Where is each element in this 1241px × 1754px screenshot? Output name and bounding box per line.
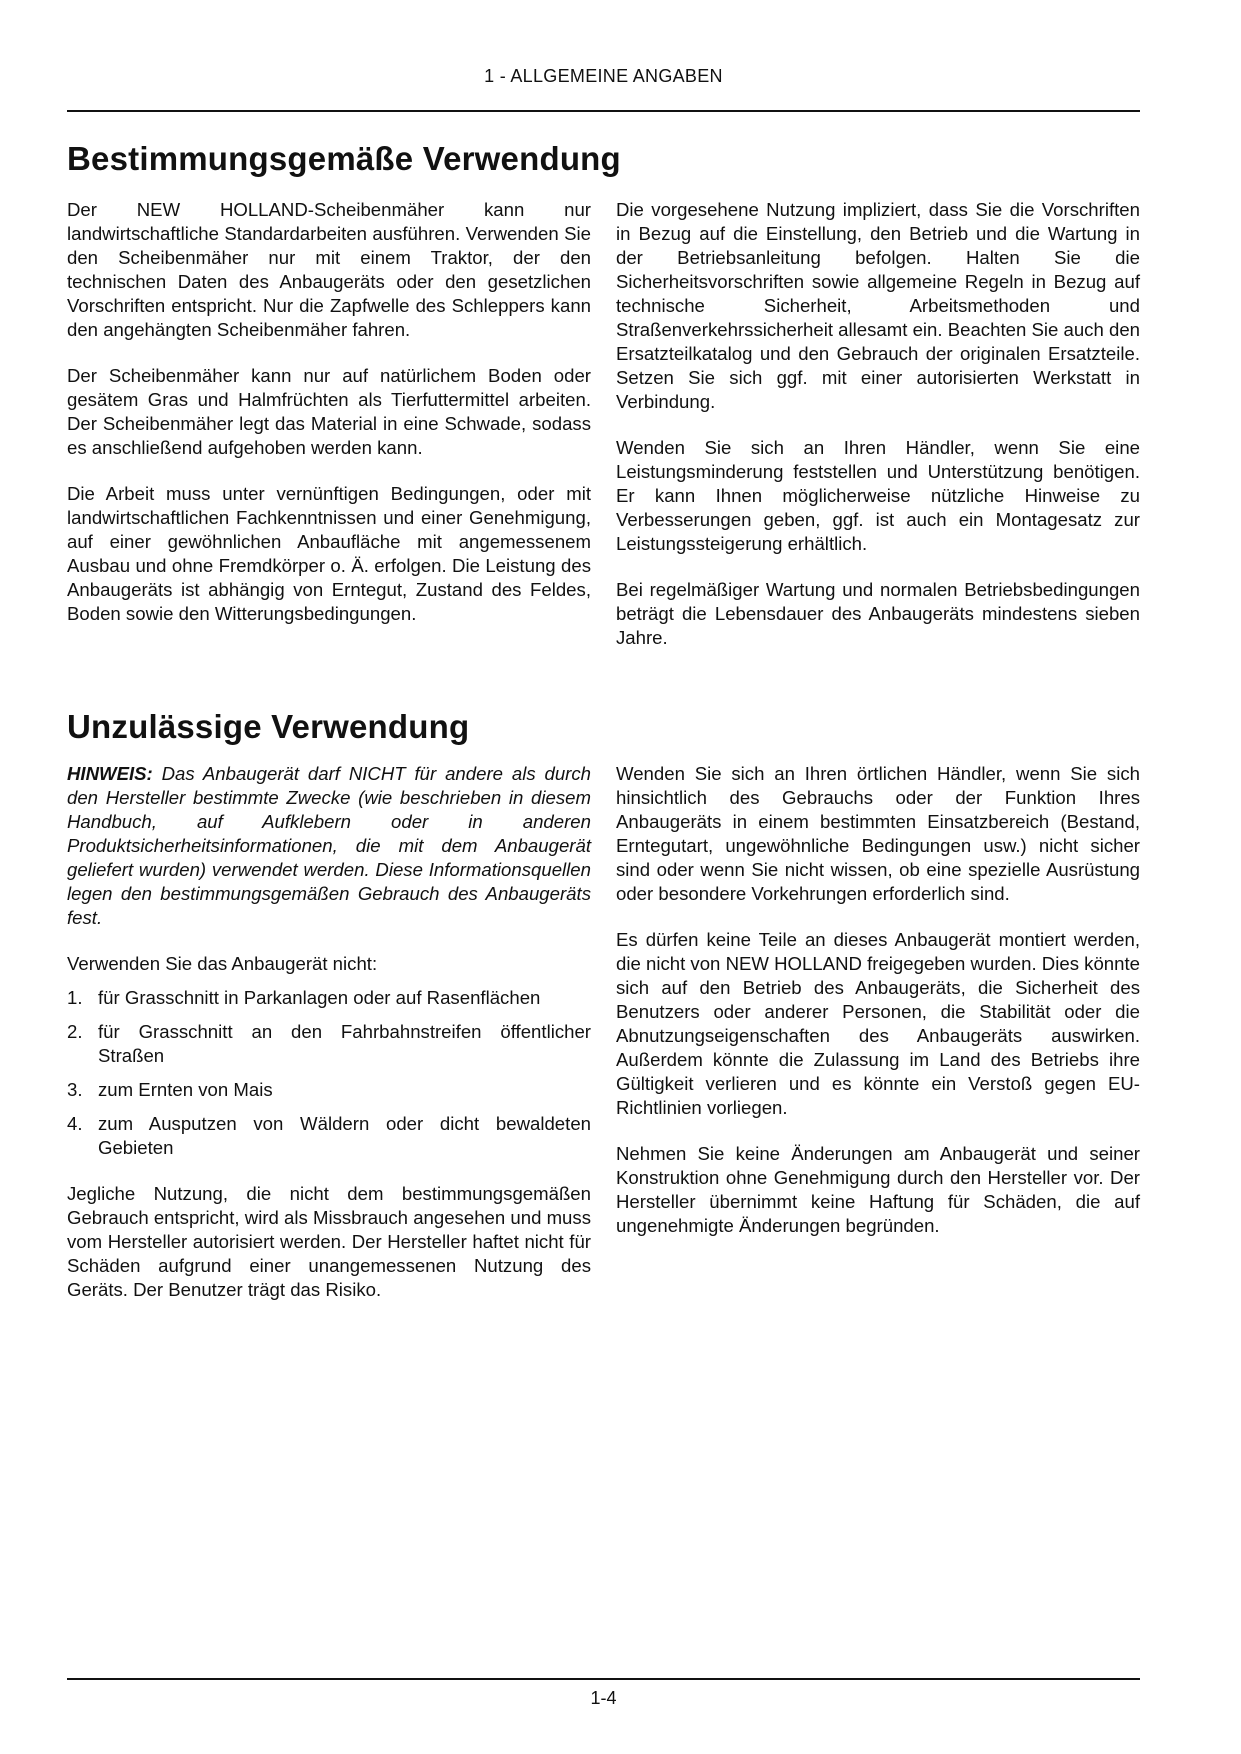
section-title-improper-use: Unzulässige Verwendung xyxy=(67,708,470,745)
page-number: 1-4 xyxy=(590,1688,617,1708)
paragraph: Der NEW HOLLAND-Scheibenmäher kann nur landwirtschaftliche Standardarbeiten ausführen. Verwenden Sie den Scheibenmäher nur mit einem Traktor, der den technischen Daten des Anbaugeräts oder den gesetzlichen Vorschriften entspricht. Nur die Zapfwelle des Schleppers kann den angehängten Scheibenmäher fahren. xyxy=(67,199,591,340)
paragraph: Der Scheibenmäher kann nur auf natürlichem Boden oder gesätem Gras und Halmfrüchten als Tierfuttermittel arbeiten. Der Scheibenmäher legt das Material in eine Schwade, sodass es anschließend aufgehoben werden kann. xyxy=(67,365,591,458)
list-text: zum Ausputzen von Wäldern oder dicht bewaldeten Gebieten xyxy=(98,1113,591,1158)
list-number: 4. xyxy=(67,1113,83,1134)
paragraph: Wenden Sie sich an Ihren Händler, wenn Sie eine Leistungsminderung feststellen und Unterstützung benötigen. Er kann Ihnen möglicherweise nützliche Hinweise zu Verbesserungen geben, ggf. ist auch ein Montagesatz zur Leistungssteigerung erhältlich. xyxy=(616,437,1140,554)
list-intro: Verwenden Sie das Anbaugerät nicht: xyxy=(67,953,378,974)
note-paragraph xyxy=(67,762,591,930)
list-item xyxy=(67,1112,591,1160)
section-title-intended-use: Bestimmungsgemäße Verwendung xyxy=(67,140,621,177)
paragraph: Es dürfen keine Teile an dieses Anbaugerät montiert werden, die nicht von NEW HOLLAND freigegeben wurden. Dies könnte sich auf den Betrieb des Anbaugeräts, die Sicherheit des Benutzers oder anderer Personen, die Stabilität oder die Abnutzungseigenschaften des Anbaugeräts auswirken. Außerdem könnte die Zulassung im Land des Betriebs ihre Gültigkeit verlieren und es könnte ein Verstoß gegen EU-Richtlinien vorliegen. xyxy=(616,929,1140,1118)
paragraph: Jegliche Nutzung, die nicht dem bestimmungsgemäßen Gebrauch entspricht, wird als Missbrauch angesehen und muss vom Hersteller autorisiert werden. Der Hersteller haftet nicht für Schäden aufgrund einer unangemessenen Nutzung des Geräts. Der Benutzer trägt das Risiko. xyxy=(67,1183,591,1300)
list-number: 1. xyxy=(67,987,83,1008)
intended-use-right-column xyxy=(616,198,1140,672)
paragraph: Nehmen Sie keine Änderungen am Anbaugerät und seiner Konstruktion ohne Genehmigung durch den Hersteller vor. Der Hersteller übernimmt keine Haftung für Schäden, die auf ungenehmigte Änderungen begründen. xyxy=(616,1143,1140,1236)
prohibited-use-list xyxy=(67,986,591,1160)
paragraph: Die Arbeit muss unter vernünftigen Bedingungen, oder mit landwirtschaftlichen Fachkenntnissen und einer Genehmigung, auf einer gewöhnlichen Anbaufläche mit angemessenem Ausbau und ohne Fremdkörper o. Ä. erfolgen. Die Leistung des Anbaugeräts ist abhängig von Erntegut, Zustand des Feldes, Boden sowie den Witterungsbedingungen. xyxy=(67,483,591,624)
improper-use-right-column xyxy=(616,762,1140,1260)
list-item xyxy=(67,986,591,1010)
paragraph: Wenden Sie sich an Ihren örtlichen Händler, wenn Sie sich hinsichtlich des Gebrauchs oder der Funktion Ihres Anbaugeräts in einem bestimmten Einsatzbereich (Bestand, Erntegutart, ungewöhnliche Bedingungen usw.) nicht sicher sind oder wenn Sie nicht wissen, ob eine spezielle Ausrüstung oder besondere Vorkehrungen erforderlich sind. xyxy=(616,763,1140,904)
list-item xyxy=(67,1020,591,1068)
list-text: für Grasschnitt an den Fahrbahnstreifen öffentlicher Straßen xyxy=(98,1021,591,1066)
header-rule xyxy=(67,110,1140,112)
footer-rule xyxy=(67,1678,1140,1680)
list-number: 3. xyxy=(67,1079,83,1100)
intended-use-left-column xyxy=(67,198,591,648)
note-label: HINWEIS: xyxy=(67,763,153,784)
list-text: für Grasschnitt in Parkanlagen oder auf Rasenflächen xyxy=(98,987,541,1008)
improper-use-left-column xyxy=(67,762,591,1324)
paragraph: Die vorgesehene Nutzung impliziert, dass Sie die Vorschriften in Bezug auf die Einstellung, den Betrieb und die Wartung in der Betriebsanleitung befolgen. Halten Sie die Sicherheitsvorschriften sowie allgemeine Regeln in Bezug auf technische Sicherheit, Arbeitsmethoden und Straßenverkehrssicherheit allesamt ein. Beachten Sie auch den Ersatzteilkatalog und den Gebrauch der originalen Ersatzteile. Setzen Sie sich ggf. mit einer autorisierten Werkstatt in Verbindung. xyxy=(616,199,1141,412)
list-text: zum Ernten von Mais xyxy=(98,1079,273,1100)
list-item xyxy=(67,1078,591,1102)
list-number: 2. xyxy=(67,1021,83,1042)
chapter-header: 1 - ALLGEMEINE ANGABEN xyxy=(484,66,723,86)
note-text: Das Anbaugerät darf NICHT für andere als durch den Hersteller bestimmte Zwecke (wie beschrieben in diesem Handbuch, auf Aufklebern oder in anderen Produktsicherheitsinformationen, die mit dem Anbaugerät geliefert wurden) verwendet werden. Diese Informationsquellen legen den bestimmungsgemäßen Gebrauch des Anbaugeräts fest. xyxy=(67,763,592,928)
paragraph: Bei regelmäßiger Wartung und normalen Betriebsbedingungen beträgt die Lebensdauer des Anbaugeräts mindestens sieben Jahre. xyxy=(616,579,1140,648)
